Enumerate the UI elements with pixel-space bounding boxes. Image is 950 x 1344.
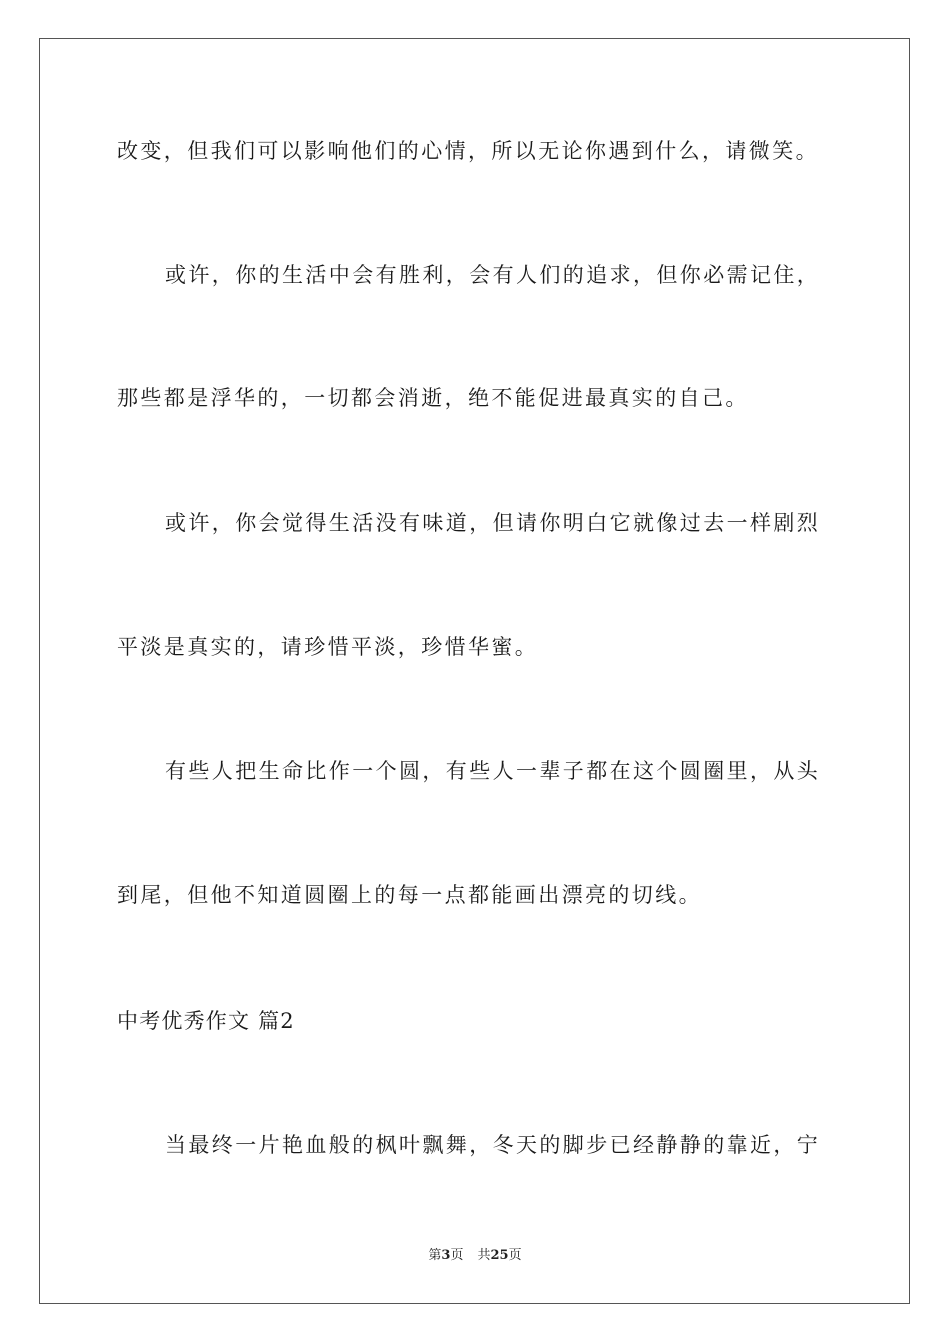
page-suffix: 页: [450, 1248, 464, 1263]
page-prefix: 第: [428, 1248, 442, 1263]
total-suffix: 页: [508, 1248, 522, 1263]
page-border: [39, 38, 910, 1304]
paragraph-line: 那些都是浮华的，一切都会消逝，绝不能促进最真实的自己。: [117, 386, 749, 410]
paragraph-line: 改变，但我们可以影响他们的心情，所以无论你遇到什么，请微笑。: [117, 139, 819, 163]
paragraph-line: 或许，你会觉得生活没有味道，但请你明白它就像过去一样剧烈: [165, 511, 821, 535]
paragraph-line: 平淡是真实的，请珍惜平淡，珍惜华蜜。: [117, 635, 539, 659]
paragraph-line: 有些人把生命比作一个圆，有些人一辈子都在这个圆圈里，从头: [165, 759, 821, 783]
total-prefix: 共: [477, 1248, 491, 1263]
paragraph-line: 当最终一片艳血般的枫叶飘舞，冬天的脚步已经静静的靠近，宁: [165, 1133, 821, 1157]
page-footer: [0, 1247, 950, 1265]
section-heading: 中考优秀作文 篇2: [117, 1009, 295, 1033]
paragraph-line: 或许，你的生活中会有胜利，会有人们的追求，但你必需记住，: [165, 263, 821, 287]
paragraph-line: 到尾，但他不知道圆圈上的每一点都能画出漂亮的切线。: [117, 883, 702, 907]
page-number: 3: [441, 1248, 451, 1263]
total-pages: 25: [490, 1248, 509, 1263]
